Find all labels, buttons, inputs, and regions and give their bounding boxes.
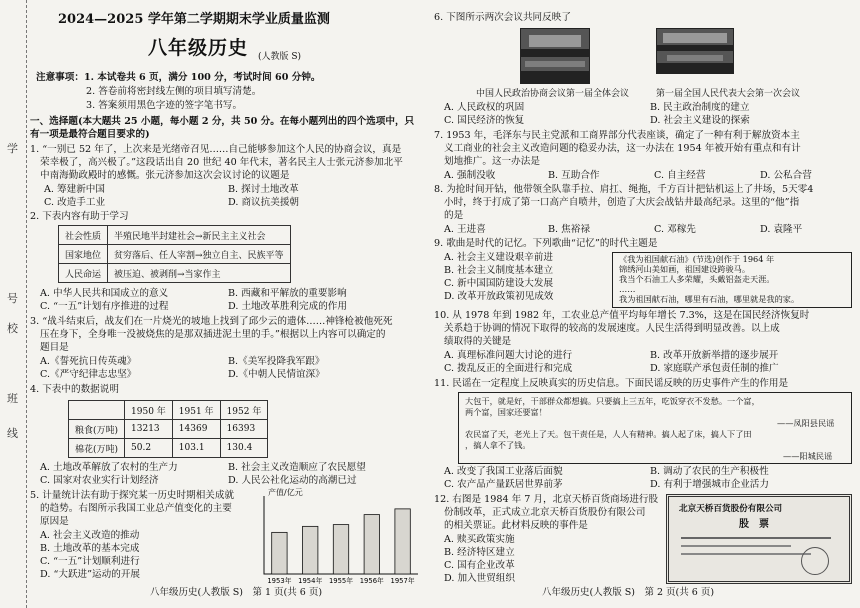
q8-option-a: A. 王进喜 [444,224,486,235]
q5-option-c: C. “一五”计划顺利进行 [40,556,140,567]
q5-option-d: D. “大跃进”运动的开展 [40,569,141,580]
q1-option-c: C. 改造手工业 [44,197,106,208]
q7-stem: 义工商业的社会主义改造问题的稳妥办法，这一办法在 1954 年被开始有重点和有计 [444,143,801,154]
rhyme-source: ——凤阳县民谣 [777,418,835,428]
exam-title: 八年级历史 [148,37,249,59]
q10-option-c: C. 拨乱反正的全面进行和完成 [444,363,573,374]
table-row [59,264,291,283]
q8-stem: 的是 [444,210,464,221]
q8-stem: 小时，终于打成了第一口高产自喷井，创造了大庆会战钻井最高纪录。这里的“他”指 [444,197,800,208]
table-cell: 1951 年 [172,401,220,420]
chart-x-tick: 1955年 [328,577,354,585]
table-cell: 130.4 [220,439,268,458]
q10-stem: 绩取得的关键是 [444,336,512,347]
rhyme-line: ，搞人拿不了钱。 [465,440,531,450]
q12-stem: 份制改革，正式成立北京天桥百货股份有限公司 [444,507,646,518]
q3-stem: 压在身下，全身唯一没被烧焦的是那双插进泥土里的手。”根据以上内容可以确定的 [40,329,386,340]
section-heading: 一、选择题(本大题共 25 小题，每小题 2 分，共 50 分。在每小题列出的四个选项中，只 [30,116,415,127]
table-cell: 人民命运 [59,264,108,283]
binding-mark: 学 [7,142,18,155]
exam-edition: (人教版 S) [258,52,302,62]
rhyme-source: ——阳城民谣 [783,451,833,461]
table-row [69,420,268,439]
q2-stem: 2. 下表内容有助于学习 [30,211,129,222]
chart-x-tick: 1956年 [359,577,384,585]
cppcc-caption: 中国人民政治协商会议第一届全体会议 [476,89,630,99]
q7-option-d: D. 公私合营 [760,170,812,181]
q2-option-c: C. “一五”计划有序推进的过程 [40,301,169,312]
song-line: 我当个石油工人多荣耀，头戴铝盔走天涯。 [619,274,775,284]
q6-option-a: A. 人民政权的巩固 [444,102,525,113]
rhyme-line: 两个富，国家还要富！ [465,407,547,417]
q5-bar-chart [252,486,422,586]
table-cell: 13213 [125,420,173,439]
q7-option-c: C. 自主经营 [654,170,706,181]
table-cell: 社会性质 [59,226,108,245]
q3-option-a: A.《誓死抗日传英魂》 [40,356,137,367]
q12-option-c: C. 国有企业改革 [444,560,515,571]
exam-header: 2024—2025 学年第二学期期末学业质量监测 [58,12,330,27]
chart-bar [333,525,348,574]
q6-option-d: D. 社会主义建设的探索 [650,115,750,126]
binding-mark: 号 [7,292,18,305]
page-footer: 八年级历史(人教版 S) 第 2 页(共 6 页) [542,587,715,598]
q12-stem: 的相关票证。此材料反映的事件是 [444,520,588,531]
q12-option-d: D. 加入世贸组织 [444,573,516,584]
chart-bar [364,515,379,574]
q3-stem: 3. “战斗结束后，战友们在一片烧光的坡地上找到了邱少云的遗体……神锋枪被他死死 [30,316,393,327]
q10-option-b: B. 改革开放新举措的逐步展开 [650,350,779,361]
q11-option-c: C. 农产品产量跃居世界前茅 [444,479,563,490]
q7-stem: 7. 1953 年，毛泽东与民主党派和工商界部分代表座谈，确定了一种有利于解放资本主 [434,130,800,141]
certificate-subtitle: 股 票 [739,519,769,530]
q4-table [68,400,268,458]
q7-stem: 划地推广。这一办法是 [444,156,540,167]
q8-stem: 8. 为抢时间开钻，他带领全队靠手拉、肩扛、绳拖，千方百计把钻机运上了井场，5天零4 [434,184,814,195]
q2-option-a: A. 中华人民共和国成立的意义 [40,288,169,299]
npc-photo [656,28,734,74]
q9-option-d: D. 改革开放政策初见成效 [444,291,554,302]
chart-y-label: 产值/亿元 [268,488,303,497]
q12-stem: 12. 右图是 1984 年 7 月，北京天桥百货商场进行股 [434,494,659,505]
chart-bar [395,509,410,574]
q1-stem: 1. “一别已 52 年了，上次来是光绪帝召见……自己能够参加这个人民的协商会议，真是 [30,144,402,155]
q3-stem: 题目是 [40,342,69,353]
q2-option-b: B. 西藏和平解放的重要影响 [228,288,347,299]
q11-stem: 11. 民谣在一定程度上反映真实的历史信息。下面民谣反映的历史事件产生的作用是 [434,378,789,389]
q2-option-d: D. 土地改革胜利完成的作用 [228,301,347,312]
chart-x-tick: 1954年 [298,577,323,585]
q8-option-d: D. 袁隆平 [760,224,803,235]
q1-stem: 荣幸极了，高兴极了。”这段话出自 20 世纪 40 年代末，著名民主人士张元济参加北平 [40,157,403,168]
table-cell: 贫穷落后、任人宰割→独立自主、民族平等 [108,245,291,264]
notes-line: 注意事项：1. 本试卷共 6 页，满分 100 分，考试时间 60 分钟。 [36,72,321,83]
q11-option-a: A. 改变了我国工业落后面貌 [444,466,563,477]
q4-option-a: A. 土地改革解放了农村的生产力 [40,462,178,473]
cppcc-photo [520,28,590,84]
q8-option-b: B. 焦裕禄 [548,224,590,235]
table-cell [69,401,125,420]
q5-option-a: A. 社会主义改造的推动 [40,530,140,541]
binding-mark: 线 [7,427,18,440]
q10-option-a: A. 真理标准问题大讨论的进行 [444,350,573,361]
q12-option-b: B. 经济特区建立 [444,547,515,558]
chart-x-tick: 1953年 [267,577,292,585]
q9-option-a: A. 社会主义建设艰辛前进 [444,252,553,263]
table-cell: 50.2 [125,439,173,458]
q8-option-c: C. 邓稼先 [654,224,696,235]
q1-option-a: A. 筹建新中国 [44,184,105,195]
table-row [59,226,291,245]
q12-option-a: A. 赎买政策实施 [444,534,515,545]
q4-stem: 4. 下表中的数据说明 [30,384,119,395]
q7-option-b: B. 互助合作 [548,170,600,181]
page-footer: 八年级历史(人教版 S) 第 1 页(共 6 页) [150,587,323,598]
table-cell: 1952 年 [220,401,268,420]
song-line: 锦绣河山美如画，祖国建设跨骏马。 [619,264,751,274]
q11-option-b: B. 调动了农民的生产积极性 [650,466,769,477]
q4-option-d: D. 人民公社化运动的高潮已过 [228,475,357,486]
binding-mark: 校 [7,322,18,335]
q10-stem: 关系趋于协调的情况下取得的较高的发展速度。人民生活得到明显改善。以上成 [444,323,780,334]
q5-option-b: B. 土地改革的基本完成 [40,543,140,554]
song-line: …… [619,284,636,294]
q9-option-b: B. 社会主义制度基本建立 [444,265,554,276]
q9-stem: 9. 歌曲是时代的记忆。下列歌曲“记忆”的时代主题是 [434,238,658,249]
rhyme-line: 大包干，就是好，干部群众都想搞。只要搞上三五年，吃饭穿衣不发愁。一个富， [465,396,760,406]
folk-rhyme-box [458,392,852,464]
song-line: 《我为祖国献石油》(节选)创作于 1964 年 [619,254,775,264]
exam-page-2 [430,0,860,608]
q6-option-c: C. 国民经济的恢复 [444,115,525,126]
q4-option-b: B. 社会主义改造顺应了农民愿望 [228,462,366,473]
stock-certificate [666,494,852,584]
binding-mark: 班 [7,392,18,405]
table-cell: 被压迫、被剥削→当家作主 [108,264,291,283]
q3-option-d: D.《中朝人民情谊深》 [228,369,325,380]
binding-line [0,0,27,608]
table-cell: 半殖民地半封建社会→新民主主义社会 [108,226,291,245]
npc-caption: 第一届全国人民代表大会第一次会议 [656,89,801,99]
q6-stem: 6. 下图所示两次会议共同反映了 [434,12,571,23]
q7-option-a: A. 强制没收 [444,170,496,181]
table-row [69,439,268,458]
q5-stem: 原因是 [40,516,69,527]
q10-option-d: D. 家庭联产承包责任制的推广 [650,363,779,374]
table-cell: 国家地位 [59,245,108,264]
q6-option-b: B. 民主政治制度的建立 [650,102,750,113]
chart-bar [272,532,287,574]
table-row [69,401,268,420]
chart-x-tick: 1957年 [390,577,415,585]
song-lyrics-box [612,252,852,308]
table-cell: 1950 年 [125,401,173,420]
table-row [59,245,291,264]
section-heading: 有一项是最符合题目要求的) [30,129,150,140]
q2-table [58,225,291,283]
table-cell: 103.1 [172,439,220,458]
table-cell: 14369 [172,420,220,439]
q5-stem: 5. 计量统计法有助于探究某一历史时期相关成就 [30,490,235,501]
notes-line: 2. 答卷前将密封线左侧的项目填写清楚。 [86,86,262,97]
rhyme-line: 农民富了天，老光上了天。包干责任是，人人有精神。搞人起了床，搞人下了田 [465,429,752,439]
q1-option-b: B. 探讨土地改革 [228,184,299,195]
certificate-title: 北京天桥百货股份有限公司 [679,504,783,514]
notes-line: 3. 答案须用黑色字迹的签字笔书写。 [86,100,243,111]
song-line: 我为祖国献石油，哪里有石油，哪里就是我的家。 [619,294,800,304]
table-cell: 棉花(万吨) [69,439,125,458]
q11-option-d: D. 有利于增强城市企业活力 [650,479,769,490]
q9-option-c: C. 新中国国防建设大发展 [444,278,554,289]
chart-bar [303,526,318,574]
q3-option-c: C.《严守纪律志忠坚》 [40,369,137,380]
q10-stem: 10. 从 1978 年到 1982 年，工农业总产值平均每年增长 7.3%，这是在国民经济恢复时 [434,310,810,321]
table-cell: 粮食(万吨) [69,420,125,439]
q1-stem: 中南海勤政殿时的感慨。张元济参加这次会议讨论的议题是 [40,170,290,181]
table-cell: 16393 [220,420,268,439]
q1-option-d: D. 商议抗美援朝 [228,197,300,208]
q3-option-b: B.《美军投降我军跟》 [228,356,325,367]
q5-stem: 的趋势。右图所示我国工业总产值变化的主要 [40,503,232,514]
q4-option-c: C. 国家对农业实行计划经济 [40,475,159,486]
